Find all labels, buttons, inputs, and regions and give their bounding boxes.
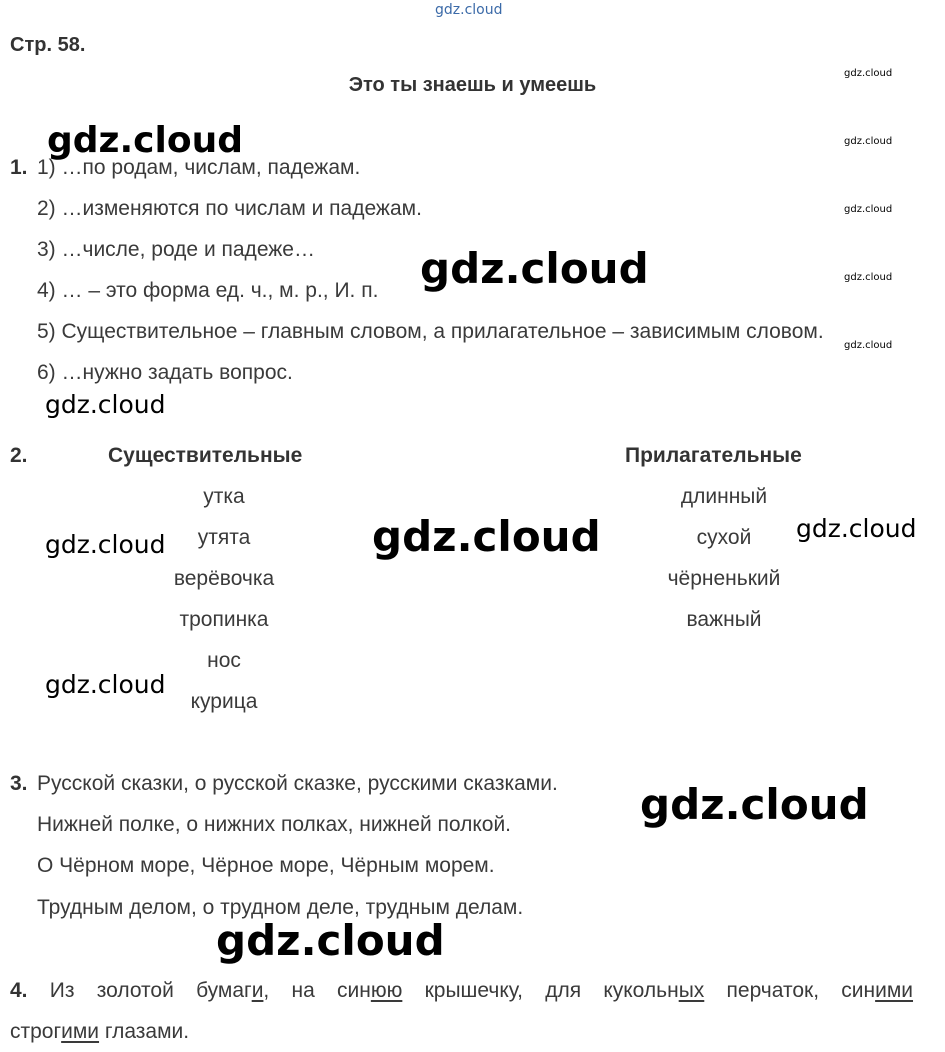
watermark-large: gdz.cloud (216, 916, 445, 965)
adjective-item: сухой (696, 526, 752, 549)
task4-line-2: строгими глазами. (10, 1020, 190, 1043)
task4-number: 4. (10, 979, 28, 1002)
watermark-large: gdz.cloud (420, 244, 649, 293)
watermark-small: gdz.cloud (844, 68, 893, 79)
task1-line-6: 6) …нужно задать вопрос. (37, 361, 293, 384)
watermark-medium: gdz.cloud (45, 670, 166, 699)
page-title: Это ты знаешь и умеешь (348, 74, 597, 96)
watermark-large: gdz.cloud (47, 120, 243, 161)
adjective-item: важный (686, 608, 762, 631)
task3-number: 3. (10, 772, 28, 795)
task3-line-2: Нижней полке, о нижних полках, нижней полкой. (37, 813, 512, 836)
task1-line-2: 2) …изменяются по числам и падежам. (37, 197, 422, 220)
adjective-item: чёрненький (667, 567, 781, 590)
page-number: Стр. 58. (10, 34, 86, 56)
watermark-medium: gdz.cloud (45, 390, 166, 419)
task1-line-4: 4) … – это форма ед. ч., м. р., И. п. (37, 279, 379, 302)
noun-item: утка (203, 485, 245, 508)
noun-item: тропинка (179, 608, 269, 631)
watermark-small: gdz.cloud (844, 272, 893, 283)
watermark-small: gdz.cloud (844, 340, 893, 351)
watermark-large: gdz.cloud (372, 512, 601, 561)
task3-line-3: О Чёрном море, Чёрное море, Чёрным морем. (37, 854, 495, 877)
task4-line-1: 4. Из золотой бумаги, на синюю крышечку, для кукольных перчаток, синими (10, 979, 914, 1002)
task1-line-5: 5) Существительное – главным словом, а прилагательное – зависимым словом. (37, 320, 824, 343)
task2-number: 2. (10, 444, 28, 467)
watermark-top: gdz.cloud (435, 2, 503, 18)
watermark-small: gdz.cloud (844, 136, 893, 147)
watermark-medium: gdz.cloud (796, 514, 917, 543)
task1-line-1: 1) …по родам, числам, падежам. (37, 156, 361, 179)
noun-item: курица (190, 690, 258, 713)
watermark-large: gdz.cloud (640, 780, 869, 829)
adjective-item: длинный (680, 485, 768, 508)
watermark-medium: gdz.cloud (45, 530, 166, 559)
watermark-small: gdz.cloud (844, 204, 893, 215)
nouns-header: Существительные (108, 444, 303, 467)
noun-item: верёвочка (173, 567, 275, 590)
task1-line-3: 3) …числе, роде и падеже… (37, 238, 315, 261)
noun-item: нос (207, 649, 241, 672)
adjectives-header: Прилагательные (625, 444, 802, 467)
task3-line-1: Русской сказки, о русской сказке, русскими сказками. (37, 772, 558, 795)
task3-line-4: Трудным делом, о трудном деле, трудным делам. (37, 896, 524, 919)
noun-item: утята (197, 526, 251, 549)
task1-number: 1. (10, 156, 28, 179)
